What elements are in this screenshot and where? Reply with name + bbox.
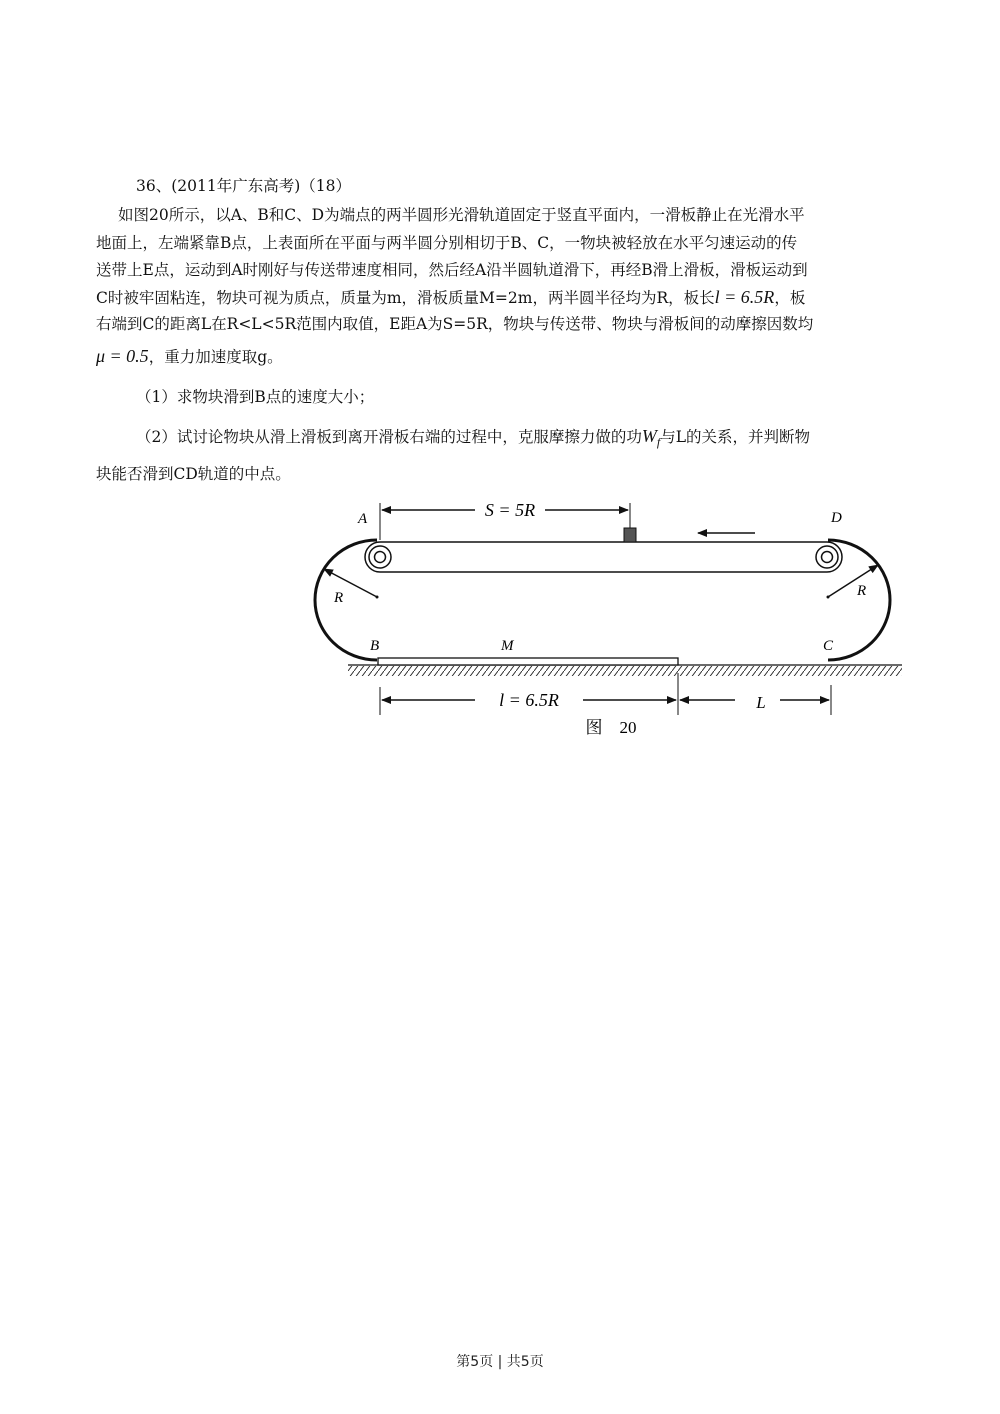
problem-line-6 (96, 346, 283, 367)
problem-line-5: 右端到C的距离L在R<L<5R范围内取值，E距A为S=5R，物块与传送带、物块与滑板间的动摩擦因数均 (96, 315, 814, 333)
problem-line-4-tail: ，板 (774, 289, 806, 307)
l-dim-label: l = 6.5R (499, 690, 559, 710)
left-pulley-hub (375, 552, 386, 563)
question-2-tail: 与L的关系，并判断物 (660, 428, 811, 446)
friction-coefficient-formula: μ = 0.5 (96, 346, 149, 366)
label-d: D (831, 510, 842, 526)
center-right (827, 596, 830, 599)
problem-line-3: 送带上E点，运动到A时刚好与传送带速度相同，然后经A沿半圆轨道滑下，再经B滑上滑板，滑板运动到 (96, 261, 808, 279)
center-left (376, 596, 379, 599)
work-symbol: W (641, 426, 657, 446)
track-ab (315, 540, 380, 660)
problem-line-4-text: C时被牢固粘连，物块可视为质点，质量为m，滑板质量M=2m，两半圆半径均为R，板长 (96, 289, 715, 307)
problem-header: 36、(2011年广东高考)（18） (136, 177, 351, 195)
radius-left-arrow (324, 569, 377, 597)
question-2 (136, 426, 810, 452)
label-m: M (501, 638, 514, 654)
plate-m (378, 658, 678, 665)
figure-caption: 图 20 (585, 718, 637, 737)
label-a: A (358, 511, 368, 527)
label-c: C (823, 638, 834, 654)
right-pulley (816, 546, 838, 568)
s-dim-label: S = 5R (484, 500, 536, 520)
label-r-left: R (334, 590, 344, 606)
label-r-right: R (857, 583, 867, 599)
left-pulley (369, 546, 391, 568)
problem-line-2: 地面上，左端紧靠B点，上表面所在平面与两半圆分别相切于B、C，一物块被轻放在水平匀速运动的传 (96, 234, 798, 252)
problem-line-4 (96, 287, 805, 308)
block-e (624, 528, 636, 542)
question-2-text: （2）试讨论物块从滑上滑板到离开滑板右端的过程中，克服摩擦力做的功 (136, 428, 642, 446)
label-b: B (370, 638, 380, 654)
plate-length-formula: l = 6.5R (714, 287, 775, 307)
problem-line-6-text: ，重力加速度取g。 (148, 348, 283, 366)
figure-20 (300, 495, 920, 745)
question-2-line-2: 块能否滑到CD轨道的中点。 (96, 465, 291, 483)
work-symbol-subscript: f (656, 435, 661, 450)
right-pulley-hub (822, 552, 833, 563)
big-l-dim-label: L (756, 693, 766, 712)
page-footer: 第5页 | 共5页 (456, 1354, 544, 1370)
ground-hatching (348, 666, 902, 676)
problem-line-1: 如图20所示，以A、B和C、D为端点的两半圆形光滑轨道固定于竖直平面内，一滑板静止在光滑水平 (118, 206, 805, 224)
question-1: （1）求物块滑到B点的速度大小； (136, 388, 375, 406)
